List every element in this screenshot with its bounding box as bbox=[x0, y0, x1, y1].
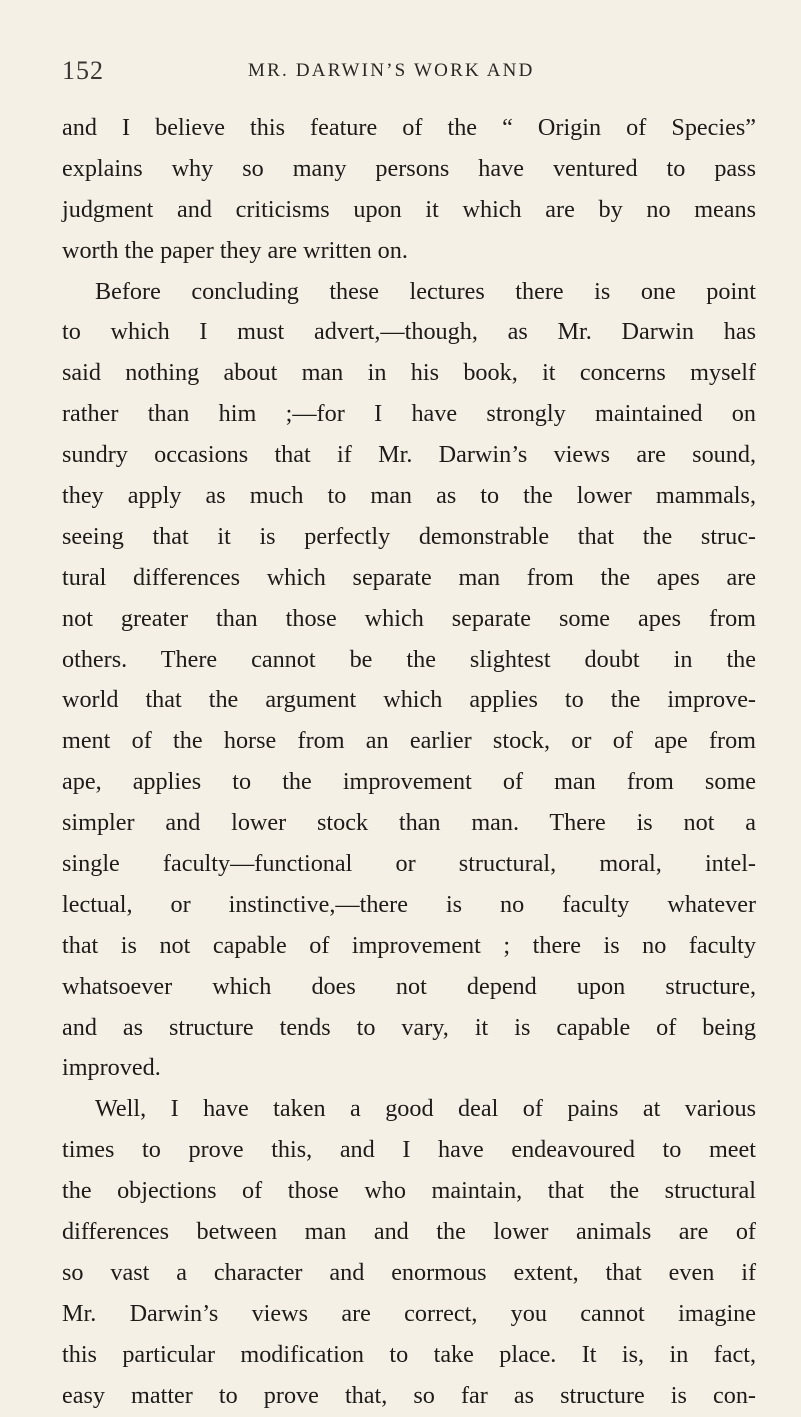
text-line: that is not capable of improvement ; there is no faculty bbox=[62, 931, 756, 959]
text-line: Mr. Darwin’s views are correct, you cannot imagine bbox=[62, 1299, 756, 1327]
text-line: and as structure tends to vary, it is capable of being bbox=[62, 1013, 756, 1041]
text-line: times to prove this, and I have endeavoured to meet bbox=[62, 1136, 756, 1164]
paragraph-start-line: Before concluding these lectures there is one point bbox=[95, 277, 756, 305]
text-line: the objections of those who maintain, that the structural bbox=[62, 1177, 756, 1205]
text-line: world that the argument which applies to the improve- bbox=[62, 686, 756, 714]
text-line: worth the paper they are written on. bbox=[62, 236, 408, 264]
running-head bbox=[62, 56, 752, 92]
text-line: seeing that it is perfectly demonstrable that the struc- bbox=[62, 522, 756, 550]
text-line: not greater than those which separate some apes from bbox=[62, 604, 756, 632]
text-line: said nothing about man in his book, it concerns myself bbox=[62, 359, 756, 387]
text-line: they apply as much to man as to the lower mammals, bbox=[62, 482, 756, 510]
page-number: 152 bbox=[62, 56, 104, 85]
running-title: MR. DARWIN’S WORK AND bbox=[248, 60, 535, 81]
text-line: judgment and criticisms upon it which are by no means bbox=[62, 195, 756, 223]
text-line: rather than him ;—for I have strongly maintained on bbox=[62, 400, 756, 428]
body-text bbox=[62, 108, 756, 1417]
text-line: simpler and lower stock than man. There is not a bbox=[62, 809, 756, 837]
text-line: whatsoever which does not depend upon structure, bbox=[62, 972, 756, 1000]
text-line: others. There cannot be the slightest doubt in the bbox=[62, 645, 756, 673]
text-line: tural differences which separate man from the apes are bbox=[62, 563, 756, 591]
text-line: explains why so many persons have ventured to pass bbox=[62, 154, 756, 182]
text-line: and I believe this feature of the “ Origin of Species” bbox=[62, 114, 756, 141]
text-line: so vast a character and enormous extent, that even if bbox=[62, 1258, 756, 1286]
text-line: single faculty—functional or structural, moral, intel- bbox=[62, 850, 756, 878]
text-line: ment of the horse from an earlier stock, or of ape from bbox=[62, 727, 756, 755]
text-line: ape, applies to the improvement of man from some bbox=[62, 768, 756, 796]
paragraph-start-line: Well, I have taken a good deal of pains at various bbox=[95, 1095, 756, 1123]
text-line: to which I must advert,—though, as Mr. Darwin has bbox=[62, 318, 756, 346]
text-line: sundry occasions that if Mr. Darwin’s views are sound, bbox=[62, 441, 756, 469]
text-line: differences between man and the lower animals are of bbox=[62, 1218, 756, 1246]
text-line: lectual, or instinctive,—there is no faculty whatever bbox=[62, 890, 756, 918]
text-line: improved. bbox=[62, 1054, 161, 1082]
text-line: easy matter to prove that, so far as structure is con- bbox=[62, 1381, 756, 1409]
text-line: this particular modification to take place. It is, in fact, bbox=[62, 1340, 756, 1368]
